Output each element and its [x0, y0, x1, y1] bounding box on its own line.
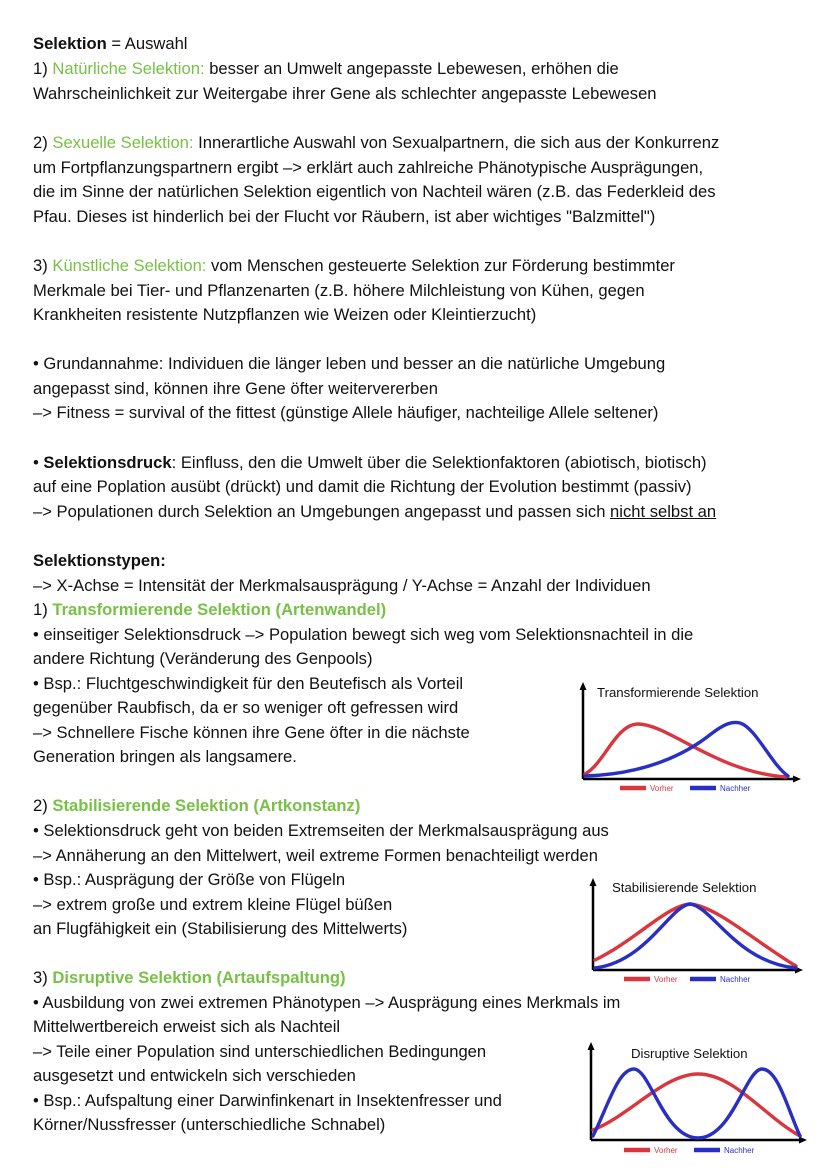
text-line: Generation bringen als langsamere. — [33, 747, 297, 766]
text-line: ausgesetzt und entwickeln sich verschieden — [33, 1066, 356, 1085]
curve-after — [593, 1069, 800, 1138]
y-axis — [580, 682, 587, 779]
artificial-selection-term: Künstliche Selektion: — [52, 256, 207, 275]
legend-before-label: Vorher — [650, 784, 674, 793]
text-line: angepasst sind, können ihre Gene öfter weitervererben — [33, 379, 438, 398]
list-number: 1) — [33, 59, 53, 78]
list-number: 3) — [33, 968, 53, 987]
type1-title: Transformierende Selektion (Artenwandel) — [52, 600, 387, 619]
text-line: –> extrem große und extrem kleine Flügel büßen — [33, 895, 393, 914]
curve-after — [585, 722, 788, 776]
legend-before-label: Vorher — [654, 975, 678, 984]
x-axis — [583, 776, 801, 783]
underlined-text: nicht selbst an — [610, 502, 717, 521]
selection-pressure-line — [33, 453, 707, 473]
text-line: um Fortpflanzungspartnern ergibt –> erklärt auch zahlreiche Phänotypische Ausprägungen, — [33, 158, 704, 177]
artificial-selection-text: vom Menschen gesteuerte Selektion zur Förderung bestimmter — [206, 256, 675, 275]
text-line: • Ausbildung von zwei extremen Phänotypen –> Ausprägung eines Merkmals im — [33, 993, 621, 1012]
text-line: die im Sinne der natürlichen Selektion eigentlich von Nachteil wären (z.B. das Federkleid des — [33, 182, 716, 201]
sexual-selection-line — [33, 133, 719, 153]
adaptation-line — [33, 502, 716, 522]
chart-title: Transformierende Selektion — [597, 685, 759, 700]
disruptive-selection-chart — [584, 1036, 816, 1162]
selection-pressure-text: : Einfluss, den die Umwelt über die Selektionfaktoren (abiotisch, biotisch) — [171, 453, 707, 472]
x-axis — [593, 967, 803, 974]
type3-title: Disruptive Selektion (Artaufspaltung) — [52, 968, 346, 987]
type3-heading — [33, 968, 346, 988]
sexual-selection-term: Sexuelle Selektion: — [52, 133, 194, 152]
natural-selection-text: besser an Umwelt angepasste Lebewesen, erhöhen die — [204, 59, 619, 78]
fitness-line: –> Fitness = survival of the fittest (günstige Allele häufiger, nachteilige Allele seltener) — [33, 403, 659, 422]
text-line: Mittelwertbereich erweist sich als Nachteil — [33, 1017, 341, 1036]
text-line: • Bsp.: Aufspaltung einer Darwinfinkenart in Insektenfresser und — [33, 1091, 502, 1110]
text-line: Merkmale bei Tier- und Pflanzenarten (z.B. höhere Milchleistung von Kühen, gegen — [33, 281, 645, 300]
text-line: –> Teile einer Population sind unterschiedlichen Bedingungen — [33, 1042, 487, 1061]
selektion-heading: Selektion — [33, 34, 107, 53]
text-line: auf eine Poplation ausübt (drückt) und damit die Richtung der Evolution bestimmt (passiv) — [33, 477, 692, 496]
legend-after-label: Nachher — [720, 975, 751, 984]
list-number: 3) — [33, 256, 53, 275]
text-line: –> Annäherung an den Mittelwert, weil extreme Formen benachteiligt werden — [33, 846, 598, 865]
list-number: 2) — [33, 796, 53, 815]
intro-heading-line — [33, 34, 188, 54]
legend-after-label: Nachher — [724, 1146, 755, 1155]
list-number: 2) — [33, 133, 53, 152]
text-line: Wahrscheinlichkeit zur Weitergabe ihrer Gene als schlechter angepasste Lebewesen — [33, 84, 657, 103]
sexual-selection-text: Innerartliche Auswahl von Sexualpartnern, die sich aus der Konkurrenz — [193, 133, 720, 152]
type1-heading — [33, 600, 386, 620]
curve-before — [593, 1074, 800, 1136]
chart-title: Disruptive Selektion — [631, 1046, 748, 1061]
y-axis — [590, 878, 597, 970]
text-line: • Bsp.: Fluchtgeschwindigkeit für den Beutefisch als Vorteil — [33, 674, 464, 693]
text-line: • Bsp.: Ausprägung der Größe von Flügeln — [33, 870, 346, 889]
text-line: an Flugfähigkeit ein (Stabilisierung des Mittelwerts) — [33, 919, 408, 938]
type2-title: Stabilisierende Selektion (Artkonstanz) — [52, 796, 361, 815]
text-line: • Selektionsdruck geht von beiden Extremseiten der Merkmalsausprägung aus — [33, 821, 609, 840]
text-line: andere Richtung (Veränderung des Genpools) — [33, 649, 373, 668]
natural-selection-line — [33, 59, 619, 79]
chart-title: Stabilisierende Selektion — [612, 880, 757, 895]
legend-before-label: Vorher — [654, 1146, 678, 1155]
assumption-line: • Grundannahme: Individuen die länger leben und besser an die natürliche Umgebung — [33, 354, 666, 373]
axes-line: –> X-Achse = Intensität der Merkmalsausprägung / Y-Achse = Anzahl der Individuen — [33, 576, 651, 595]
text-line: Krankheiten resistente Nutzpflanzen wie Weizen oder Kleintierzucht) — [33, 305, 537, 324]
text-line: Körner/Nussfresser (unterschiedliche Schnabel) — [33, 1115, 386, 1134]
text-line: • einseitiger Selektionsdruck –> Population bewegt sich weg vom Selektionsnachteil in die — [33, 625, 694, 644]
bullet: • — [33, 453, 44, 472]
type2-heading — [33, 796, 360, 816]
legend-after-label: Nachher — [720, 784, 751, 793]
artificial-selection-line — [33, 256, 675, 276]
transforming-selection-chart — [576, 676, 808, 798]
natural-selection-term: Natürliche Selektion: — [52, 59, 205, 78]
adaptation-text: –> Populationen durch Selektion an Umgebungen angepasst und passen sich — [33, 502, 611, 521]
curve-after — [595, 904, 796, 968]
y-axis — [588, 1042, 595, 1140]
selection-types-heading: Selektionstypen: — [33, 551, 166, 570]
text-line: Pfau. Dieses ist hinderlich bei der Flucht vor Räubern, ist aber wichtiges "Balzmittel") — [33, 207, 656, 226]
text-line: –> Schnellere Fische können ihre Gene öfter in die nächste — [33, 723, 470, 742]
stabilizing-selection-chart — [586, 872, 808, 988]
selection-pressure-term: Selektionsdruck — [43, 453, 172, 472]
text-line: gegenüber Raubfisch, da er so weniger oft gefressen wird — [33, 698, 459, 717]
list-number: 1) — [33, 600, 53, 619]
heading-definition: = Auswahl — [106, 34, 188, 53]
